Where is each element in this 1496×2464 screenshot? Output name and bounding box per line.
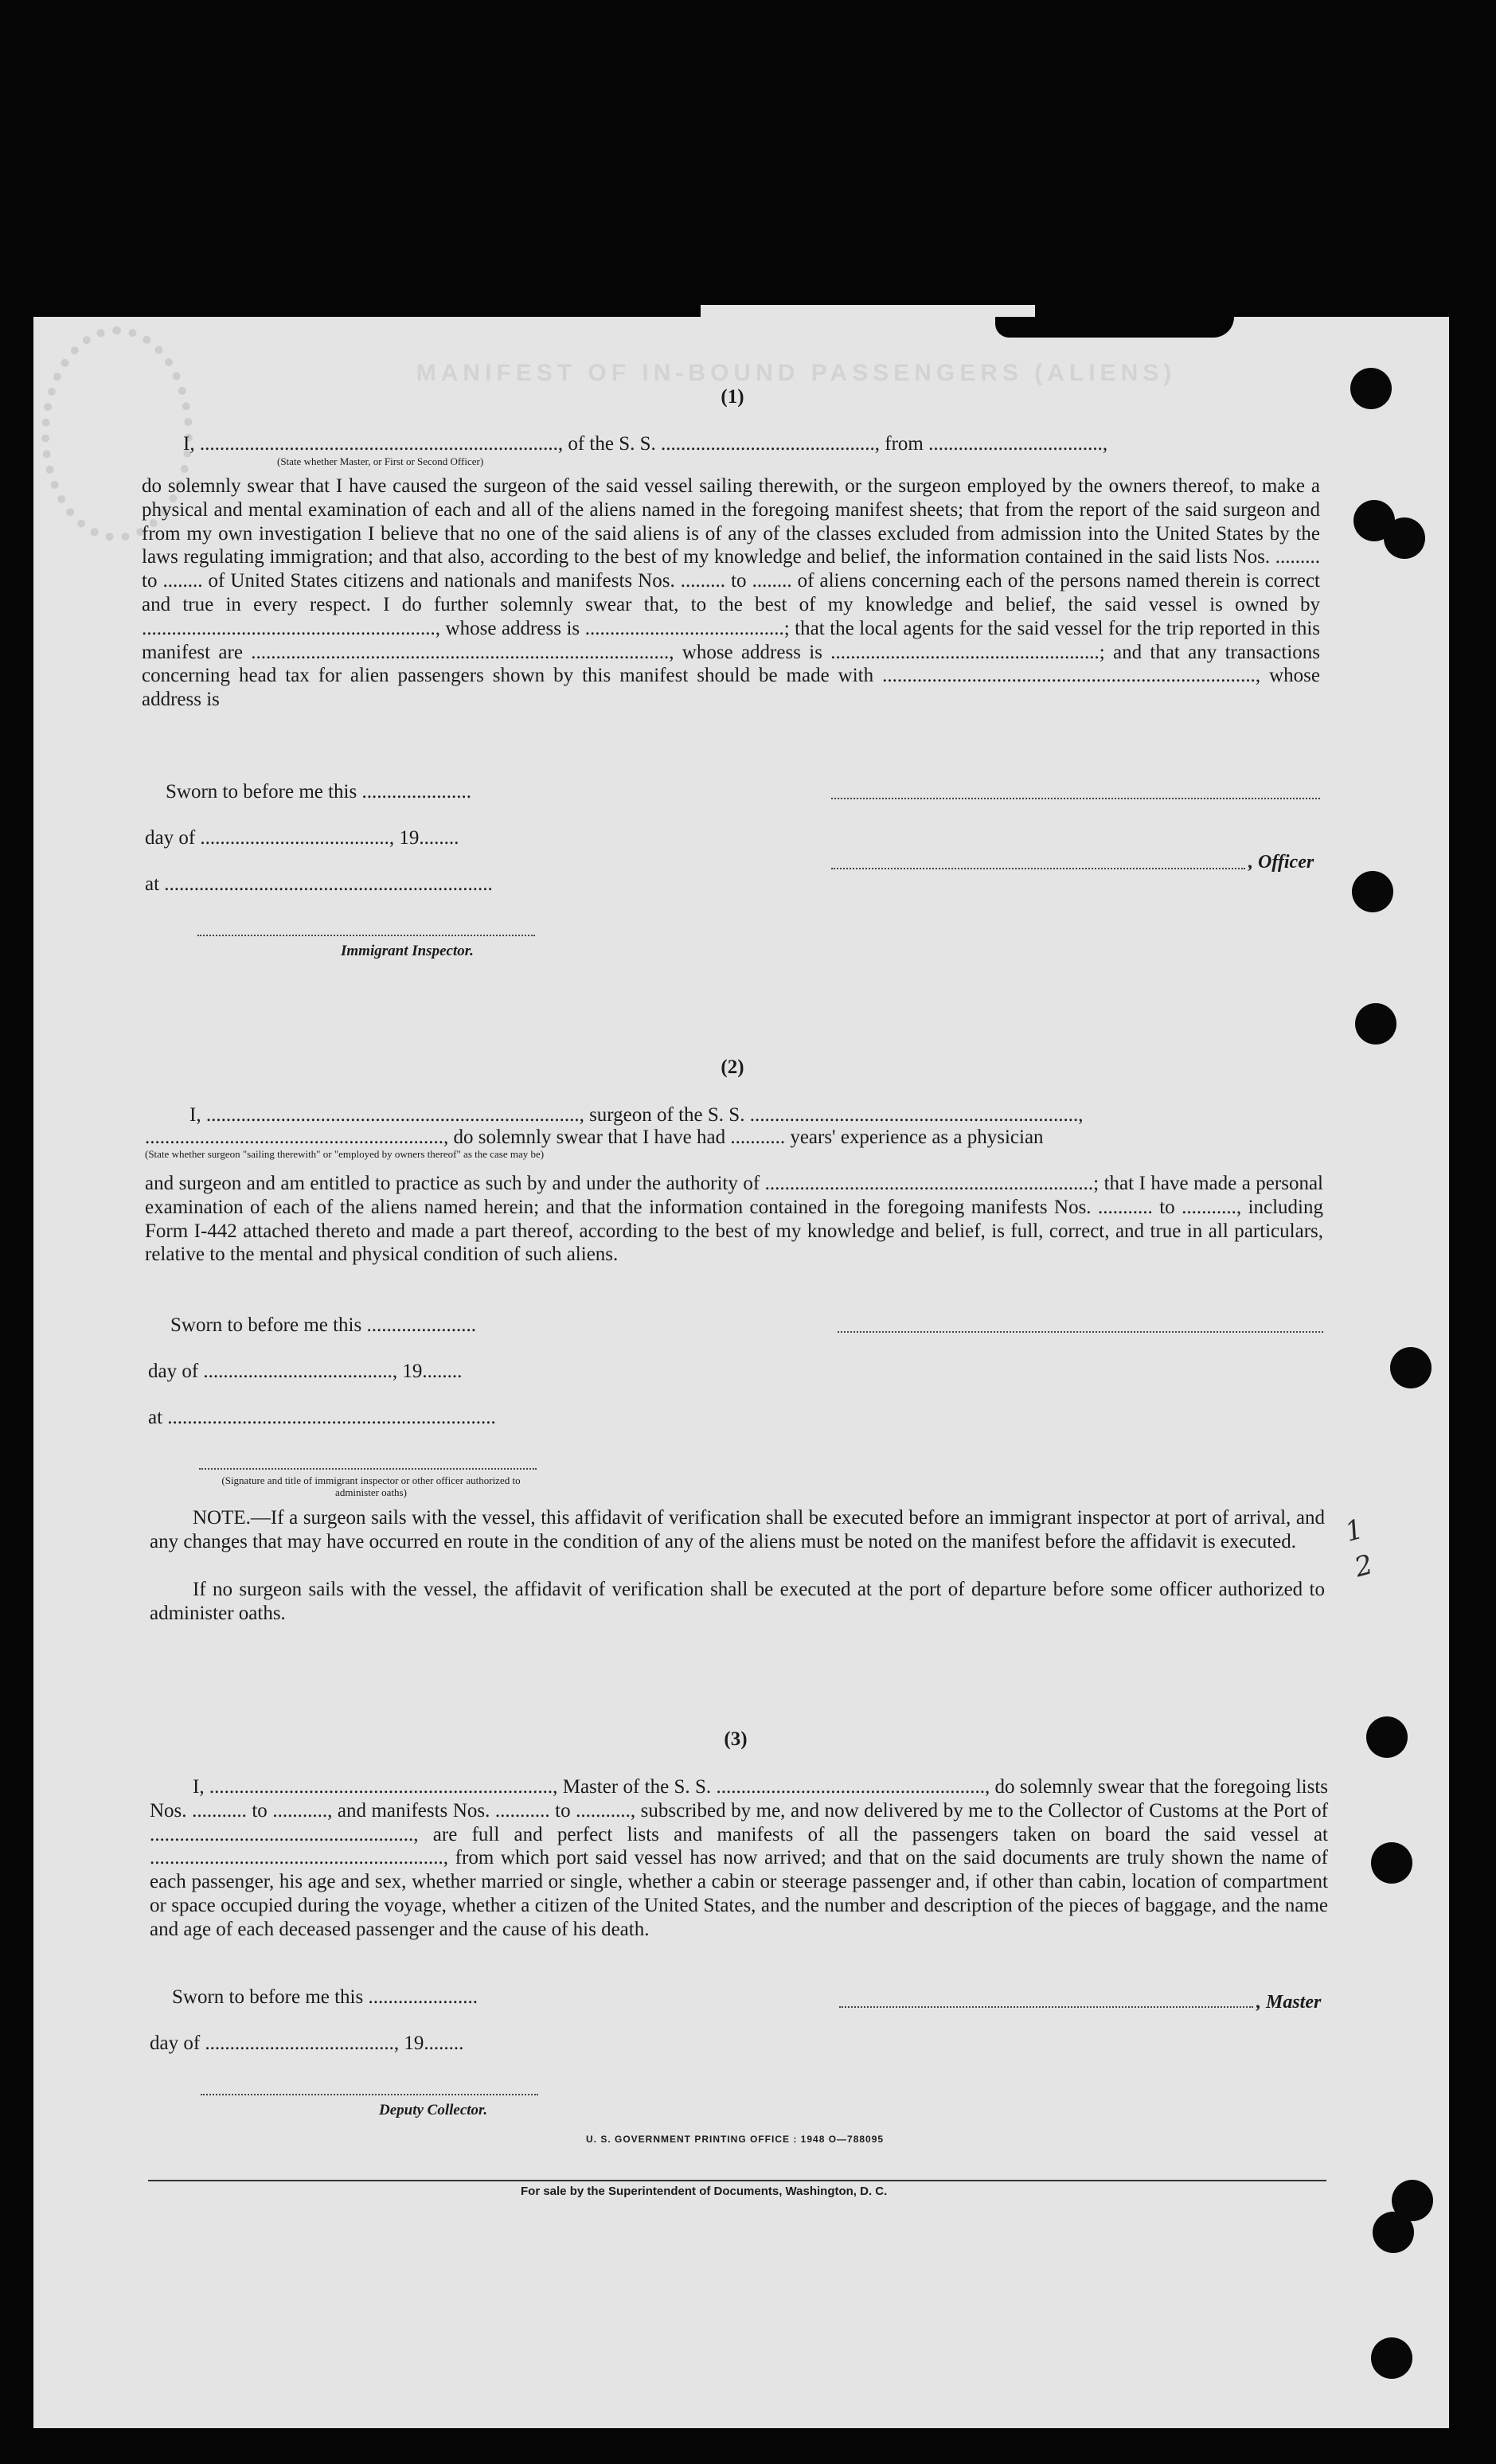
section-3-collector-line: [201, 2094, 538, 2095]
section-2-number: (2): [721, 1056, 744, 1078]
section-1-signature-line: [831, 798, 1320, 799]
section-1-inspector-label: Immigrant Inspector.: [341, 943, 474, 959]
section-1-day: day of ......................................, 19........: [145, 827, 459, 849]
section-2-body: and surgeon and am entitled to practice as such by and under the authority of ..................................................................; that I have made a personal examination of each of the aliens named herein; and that the information contained in the foregoing manifests Nos. ........... to ..........., including Form I-442 attached thereto and made a part thereof, according to the best of my knowledge and belief, is full, correct, and true in all particulars, relative to the mental and physical condition of such aliens.: [145, 1173, 1323, 1266]
section-1-officer-label: , Officer: [1248, 852, 1314, 873]
section-3-sworn: Sworn to before me this ......................: [172, 1986, 478, 2008]
section-2-day: day of ......................................, 19........: [148, 1361, 463, 1382]
section-2-at: at ..................................................................: [148, 1407, 496, 1428]
punch-hole-icon: [1390, 1347, 1432, 1388]
section-2-sworn: Sworn to before me this ......................: [170, 1314, 476, 1336]
section-1-officer-line: [831, 868, 1245, 869]
punch-hole-icon: [1352, 871, 1393, 912]
section-1-at: at ..................................................................: [145, 873, 493, 895]
section-3-day: day of ......................................, 19........: [150, 2033, 464, 2054]
section-2-inspector-line: [199, 1468, 537, 1470]
section-2-note-2: If no surgeon sails with the vessel, the affidavit of verification shall be executed at the port of departure before some officer authorized to administer oaths.: [150, 1579, 1325, 1624]
section-1-officer-note: (State whether Master, or First or Second Officer): [277, 455, 484, 467]
punch-hole-icon: [1373, 2212, 1414, 2253]
section-2-second-line: ............................................................, do solemnly swear that I have had ........... years' experience as a physician: [145, 1127, 1044, 1148]
section-3-master-label: , Master: [1256, 1992, 1322, 2013]
section-3-collector-label: Deputy Collector.: [379, 2102, 488, 2118]
punch-hole-icon: [1350, 368, 1392, 409]
margin-handwriting: 12: [1342, 1513, 1377, 1584]
section-1-first-line: I, ........................................................................, of the S. S. ..........................................., from ...................................,: [183, 433, 1108, 455]
printing-office-line: U. S. GOVERNMENT PRINTING OFFICE : 1948 O—788095: [586, 2134, 885, 2145]
sheet-top-edge: [701, 305, 1035, 337]
section-1-number: (1): [721, 386, 744, 408]
section-2-signature-note: (Signature and title of immigrant inspector or other officer authorized to administer oaths): [221, 1474, 521, 1498]
bleed-through-header: MANIFEST OF IN-BOUND PASSENGERS (ALIENS): [416, 360, 1177, 386]
section-2-first-line: I, ..........................................................................., surgeon of the S. S. ..................................................................,: [189, 1104, 1084, 1126]
punch-hole-icon: [1366, 1716, 1408, 1758]
section-1-body: do solemnly swear that I have caused the surgeon of the said vessel sailing therewith, or the surgeon employed by the owners thereof, to make a physical and mental examination of each and all of the aliens named in the foregoing manifest sheets; that from the report of the said surgeon and from my own investigation I believe that no one of the said aliens is of any of the classes excluded from admission into the United States by the laws regulating immigration; and that also, according to the best of my knowledge and belief, the information contained in the said lists Nos. ......... to ........ of United States citizens and nationals and manifests Nos. ......... to ........ of aliens concerning each of the persons named therein is correct and true in every respect. I do further solemnly swear that, to the best of my knowledge and belief, the said vessel is owned by ..........................................................., whose address is ........................................; that the local agents for the said vessel for the trip reported in this manifest are ...................................................................................., whose address is ......................................................; and that any transactions concerning head tax for alien passengers shown by this manifest should be made with ..........................................................................., whose address is: [142, 475, 1320, 711]
punch-hole-icon: [1384, 517, 1425, 559]
section-2-note-1: NOTE.—If a surgeon sails with the vessel, this affidavit of verification shall be executed before an immigrant inspector at port of arrival, and any changes that may have occurred en route in the condition of any of the aliens must be noted on the manifest before the affidavit is executed.: [150, 1507, 1325, 1552]
footer-text: For sale by the Superintendent of Documents, Washington, D. C.: [521, 2185, 888, 2198]
torn-edge: [995, 317, 1234, 338]
section-2-signature-line: [838, 1331, 1323, 1333]
footer-rule: [148, 2180, 1326, 2181]
punch-hole-icon: [1371, 2337, 1412, 2379]
section-3-number: (3): [724, 1728, 748, 1750]
punch-hole-icon: [1371, 1842, 1412, 1884]
section-3-body: I, ....................................................................., Master of the S. S. ......................................................, do solemnly swear that the foregoing lists Nos. ........... to ..........., and manifests Nos. ........... to ..........., subscribed by me, and now delivered by me to the Collector of Customs at the Port of ....................................................., are full and perfect lists and manifests of all the passengers taken on board the said vessel at ..........................................................., from which port said vessel has now arrived; and that on the said documents are truly shown the name of each passenger, his age and sex, whether married or single, whether a cabin or steerage passenger and, if other than cabin, location of compartment or space occupied during the voyage, whether a citizen of the United States, and the number and description of the pieces of baggage, and the name and age of each deceased passenger and the cause of his death.: [150, 1776, 1328, 1940]
section-2-surgeon-note: (State whether surgeon "sailing therewith" or "employed by owners thereof" as the case may be): [145, 1148, 545, 1160]
punch-hole-icon: [1355, 1003, 1396, 1045]
section-1-sworn: Sworn to before me this ......................: [166, 781, 471, 802]
section-1-inspector-line: [197, 935, 535, 936]
section-3-master-line: [839, 2006, 1253, 2008]
